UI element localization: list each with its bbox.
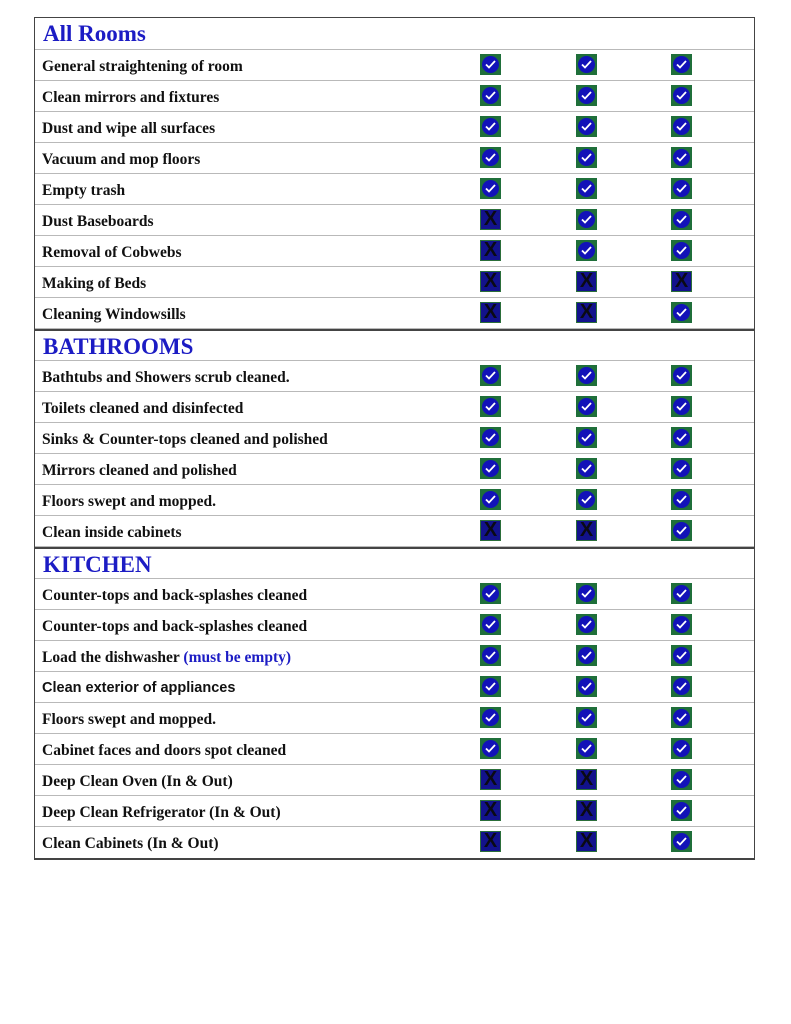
task-label: [42, 742, 286, 760]
checklist-row: [35, 423, 754, 454]
checkmark-icon: [671, 209, 692, 230]
checklist-row: [35, 703, 754, 734]
checkmark-icon: [671, 614, 692, 635]
checkmark-icon: [671, 769, 692, 790]
x-mark-icon: X: [576, 520, 597, 541]
checkmark-icon: [480, 489, 501, 510]
task-label: [42, 120, 215, 138]
task-label: [42, 400, 243, 418]
checklist-row: [35, 796, 754, 827]
checkmark-icon: [480, 645, 501, 666]
x-mark-icon: X: [480, 271, 501, 292]
checklist-row: [35, 267, 754, 298]
checkmark-icon: [480, 427, 501, 448]
task-text: Clean Cabinets (In & Out): [42, 835, 219, 852]
checkmark-icon: [576, 365, 597, 386]
task-label: [42, 213, 154, 231]
checkmark-icon: [480, 458, 501, 479]
task-text: Making of Beds: [42, 275, 147, 292]
task-label: [42, 306, 186, 324]
checkmark-icon: [671, 54, 692, 75]
checkmark-icon: [671, 458, 692, 479]
task-text: Removal of Cobwebs: [42, 244, 182, 261]
x-mark-icon: X: [480, 769, 501, 790]
cleaning-checklist-table: [34, 17, 755, 860]
checkmark-icon: [576, 489, 597, 510]
x-mark-icon: X: [576, 831, 597, 852]
x-mark-icon: X: [480, 831, 501, 852]
task-text: Floors swept and mopped.: [42, 493, 216, 510]
checkmark-icon: [576, 396, 597, 417]
checklist-row: [35, 641, 754, 672]
task-label: [42, 275, 146, 293]
task-label: [42, 711, 216, 729]
task-text: Clean exterior of appliances: [42, 680, 236, 696]
checkmark-icon: [576, 54, 597, 75]
checkmark-icon: [576, 85, 597, 106]
task-text: Empty trash: [42, 182, 126, 199]
task-label: [42, 244, 182, 262]
task-text: Toilets cleaned and disinfected: [42, 400, 244, 417]
checkmark-icon: [671, 178, 692, 199]
task-text: Dust and wipe all surfaces: [42, 120, 216, 137]
task-label: [42, 493, 216, 511]
x-mark-icon: X: [480, 520, 501, 541]
checklist-row: [35, 392, 754, 423]
checkmark-icon: [576, 645, 597, 666]
checkmark-icon: [576, 427, 597, 448]
checkmark-icon: [480, 396, 501, 417]
checklist-row: [35, 454, 754, 485]
checkmark-icon: [480, 738, 501, 759]
task-label: [42, 58, 243, 76]
checkmark-icon: [671, 427, 692, 448]
task-label: [42, 835, 219, 853]
checklist-row: [35, 112, 754, 143]
task-label: [42, 649, 291, 667]
task-text: Cleaning Windowsills: [42, 306, 186, 323]
checklist-row: [35, 361, 754, 392]
checkmark-icon: [576, 147, 597, 168]
task-text: Dust Baseboards: [42, 213, 154, 230]
checklist-row: [35, 485, 754, 516]
task-text: Sinks & Counter-tops cleaned and polished: [42, 431, 328, 448]
checkmark-icon: [671, 676, 692, 697]
checkmark-icon: [480, 614, 501, 635]
checkmark-icon: [671, 583, 692, 604]
task-label: [42, 462, 237, 480]
checkmark-icon: [671, 800, 692, 821]
task-label: [42, 618, 307, 636]
checkmark-icon: [480, 583, 501, 604]
checkmark-icon: [671, 489, 692, 510]
checkmark-icon: [576, 209, 597, 230]
task-text: Deep Clean Refrigerator (In & Out): [42, 804, 281, 821]
checkmark-icon: [671, 365, 692, 386]
task-label: [42, 524, 182, 542]
checkmark-icon: [576, 178, 597, 199]
x-mark-icon: X: [480, 800, 501, 821]
checkmark-icon: [671, 396, 692, 417]
checkmark-icon: [576, 676, 597, 697]
task-text: Deep Clean Oven (In & Out): [42, 773, 233, 790]
task-label: [42, 89, 219, 107]
checkmark-icon: [576, 738, 597, 759]
checklist-row: [35, 827, 754, 858]
task-label: [42, 151, 200, 169]
checklist-row: [35, 236, 754, 267]
task-label: [42, 773, 233, 791]
task-text: Cabinet faces and doors spot cleaned: [42, 742, 287, 759]
checkmark-icon: [671, 707, 692, 728]
checklist-row: [35, 765, 754, 796]
checkmark-icon: [480, 365, 501, 386]
checkmark-icon: [480, 178, 501, 199]
x-mark-icon: X: [576, 769, 597, 790]
checkmark-icon: [576, 583, 597, 604]
task-text: Floors swept and mopped.: [42, 711, 216, 728]
checkmark-icon: [480, 116, 501, 137]
checklist-row: [35, 516, 754, 547]
task-text: Clean inside cabinets: [42, 524, 182, 541]
checklist-row: [35, 734, 754, 765]
checklist-row: [35, 143, 754, 174]
task-text: Bathtubs and Showers scrub cleaned.: [42, 369, 290, 386]
checklist-row: [35, 81, 754, 112]
task-text: Mirrors cleaned and polished: [42, 462, 237, 479]
x-mark-icon: X: [480, 209, 501, 230]
checkmark-icon: [671, 520, 692, 541]
section-header-bathrooms: [35, 329, 754, 361]
checkmark-icon: [671, 645, 692, 666]
x-mark-icon: X: [576, 800, 597, 821]
task-label: [42, 587, 307, 605]
task-text: Counter-tops and back-splashes cleaned: [42, 618, 308, 635]
checkmark-icon: [671, 147, 692, 168]
checklist-row: [35, 50, 754, 81]
checkmark-icon: [671, 302, 692, 323]
checkmark-icon: [480, 676, 501, 697]
checkmark-icon: [671, 831, 692, 852]
x-mark-icon: X: [671, 271, 692, 292]
task-text: Counter-tops and back-splashes cleaned: [42, 587, 308, 604]
x-mark-icon: X: [576, 271, 597, 292]
x-mark-icon: X: [480, 240, 501, 261]
task-text: Load the dishwasher: [42, 649, 180, 666]
task-label: [42, 431, 328, 449]
checklist-row: [35, 672, 754, 703]
task-text: Vacuum and mop floors: [42, 151, 201, 168]
checkmark-icon: [576, 614, 597, 635]
task-label: [42, 369, 290, 387]
checklist-row: [35, 610, 754, 641]
task-text: General straightening of room: [42, 58, 243, 75]
task-note: (must be empty): [183, 649, 292, 666]
x-mark-icon: X: [480, 302, 501, 323]
checkmark-icon: [671, 240, 692, 261]
checkmark-icon: [576, 116, 597, 137]
section-title: All Rooms: [43, 21, 146, 46]
checklist-row: [35, 298, 754, 329]
checklist-row: [35, 205, 754, 236]
checkmark-icon: [480, 54, 501, 75]
task-label: [42, 182, 125, 200]
checkmark-icon: [671, 738, 692, 759]
checkmark-icon: [671, 85, 692, 106]
checkmark-icon: [480, 147, 501, 168]
section-title: KITCHEN: [43, 552, 152, 577]
task-text: Clean mirrors and fixtures: [42, 89, 220, 106]
section-title: BATHROOMS: [43, 334, 194, 359]
checklist-row: [35, 174, 754, 205]
task-label: [42, 804, 281, 822]
checklist-row: [35, 579, 754, 610]
checkmark-icon: [576, 458, 597, 479]
checkmark-icon: [576, 240, 597, 261]
checkmark-icon: [480, 707, 501, 728]
checkmark-icon: [671, 116, 692, 137]
checkmark-icon: [480, 85, 501, 106]
checkmark-icon: [576, 707, 597, 728]
task-label: [42, 680, 235, 696]
x-mark-icon: X: [576, 302, 597, 323]
section-header-kitchen: [35, 547, 754, 579]
section-header-all-rooms: [35, 18, 754, 50]
